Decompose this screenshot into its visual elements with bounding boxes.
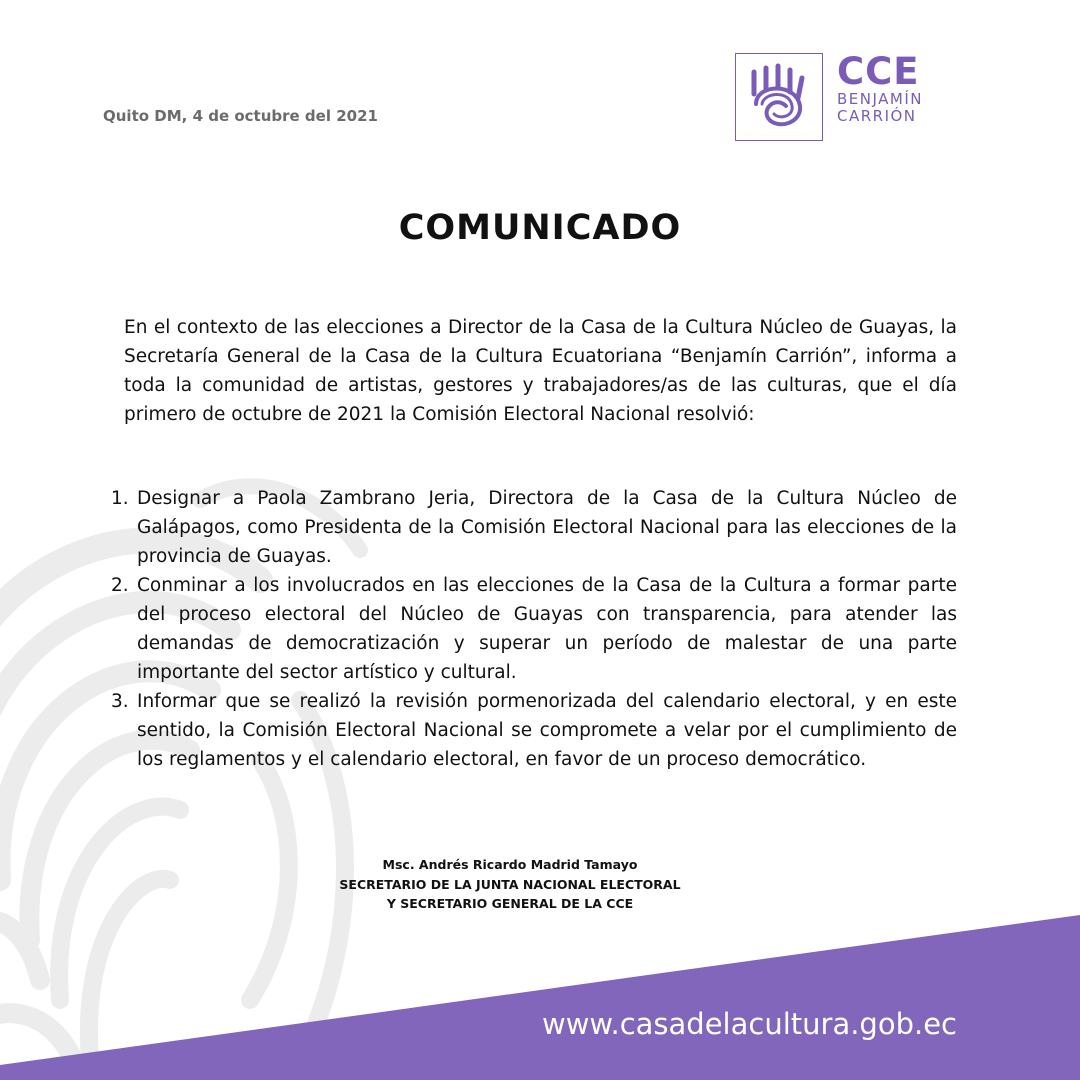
resolution-list (111, 484, 957, 774)
logo-abbr: CCE (837, 50, 920, 93)
signatory-name: Msc. Andrés Ricardo Madrid Tamayo (382, 857, 638, 872)
signatory-role-2: Y SECRETARIO GENERAL DE LA CCE (386, 896, 634, 911)
signatory-role-1: SECRETARIO DE LA JUNTA NACIONAL ELECTORAL (339, 876, 681, 892)
list-item-number: 2. (111, 575, 129, 596)
date-line: Quito DM, 4 de octubre del 2021 (103, 107, 378, 125)
page-title: COMUNICADO (398, 208, 682, 248)
logo-line-1: BENJAMÍN (837, 90, 923, 108)
cce-logo (735, 50, 923, 141)
website-link[interactable]: www.casadelacultura.gob.ec (542, 1007, 957, 1041)
logo-line-2: CARRIÓN (837, 107, 917, 125)
list-item (111, 687, 957, 774)
footer-band (0, 900, 1080, 1080)
list-item (111, 571, 957, 687)
list-item-text: Informar que se realizó la revisión pormenorizada del calendario electoral, y en este sentido, la Comisión Electoral Nacional se compromete a velar por el cumplimiento de los reglamentos y el calendario electoral, en favor de un proceso democrático. (137, 691, 957, 770)
list-item-text: Conminar a los involucrados en las elecciones de la Casa de la Cultura a formar parte del proceso electoral del Núcleo de Guayas con transparencia, para atender las demandas de democratización y superar un período de malestar de una parte importante del sector artístico y cultural. (137, 575, 957, 683)
list-item-number: 1. (111, 488, 129, 509)
list-item-text: Designar a Paola Zambrano Jeria, Directora de la Casa de la Cultura Núcleo de Galápagos, como Presidenta de la Comisión Electoral Nacional para las elecciones de la provincia de Guayas. (137, 488, 957, 567)
intro-paragraph: En el contexto de las elecciones a Director de la Casa de la Cultura Núcleo de Guayas, la Secretaría General de la Casa de la Cultura Ecuatoriana “Benjamín Carrión”, informa a toda la comunidad de artistas, gestores y trabajadores/as de las culturas, que el día primero de octubre de 2021 la Comisión Electoral Nacional resolvió: (124, 317, 957, 425)
logo-hand-icon (735, 53, 823, 141)
list-item-number: 3. (111, 691, 129, 712)
signature-block (0, 855, 1020, 914)
list-item (111, 484, 957, 571)
